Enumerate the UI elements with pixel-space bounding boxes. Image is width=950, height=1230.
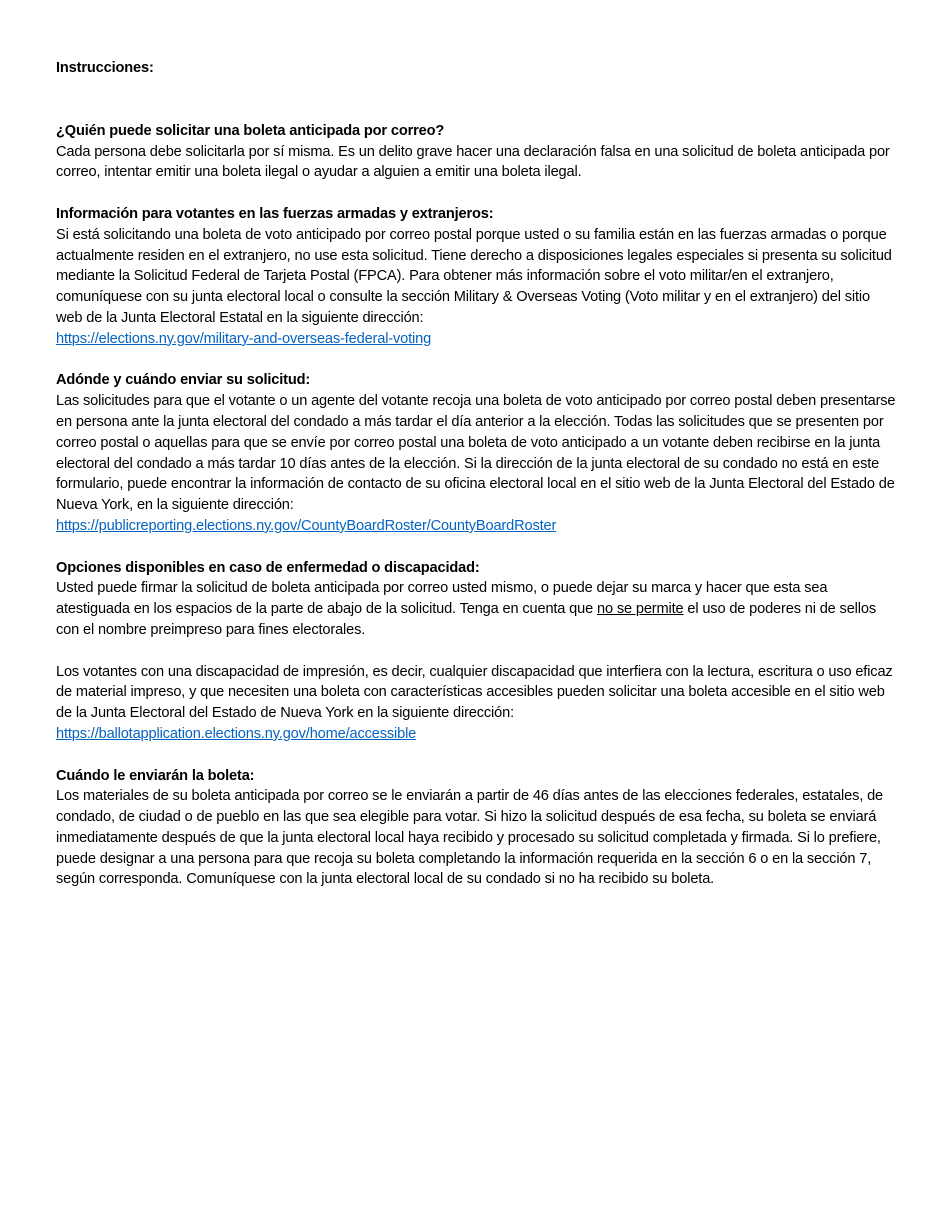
section-heading: Opciones disponibles en caso de enfermedad o discapacidad: xyxy=(56,559,480,576)
section-when-ballot-sent xyxy=(56,766,898,891)
section-military-overseas xyxy=(56,204,898,350)
accessible-ballot-link[interactable]: https://ballotapplication.elections.ny.gov/home/accessible xyxy=(56,725,417,742)
section-print-disability xyxy=(56,662,898,745)
section-body: Los materiales de su boleta anticipada por correo se le enviarán a partir de 46 días antes de las elecciones federales, estatales, de condado, de ciudad o de pueblo en las que sea elegible para votar. Si hizo la solicitud después de esa fecha, su boleta se enviará inmediatamente después de que la junta electoral local haya recibido y procesado su solicitud completada y firmada. Si lo prefiere, puede designar a una persona para que recoja su boleta completando la información requerida en la sección 6 o en la sección 7, según corresponda. Comuníquese con la junta electoral local de su condado si no ha recibido su boleta. xyxy=(56,788,884,888)
county-board-roster-link[interactable]: https://publicreporting.elections.ny.gov/CountyBoardRoster/CountyBoardRoster xyxy=(56,517,557,534)
section-who-can-apply xyxy=(56,121,898,183)
body-text-before: Usted puede firmar la solicitud de boleta anticipada por correo usted mismo, o puede dejar su marca y hacer que esta sea atestiguada en los espacios de la parte de abajo de la solicitud. Tenga en cuenta que xyxy=(56,580,828,618)
section-heading: Adónde y cuándo enviar su solicitud: xyxy=(56,372,311,389)
section-body: Cada persona debe solicitarla por sí misma. Es un delito grave hacer una declaración falsa en una solicitud de boleta anticipada por correo, intentar emitir una boleta ilegal o ayudar a alguien a emitir una boleta ilegal. xyxy=(56,143,890,181)
section-body: Las solicitudes para que el votante o un agente del votante recoja una boleta de voto anticipado por correo postal deben presentarse en persona ante la junta electoral del condado a más tardar el día anterior a la elección. Todas las solicitudes que se presenten por correo postal o aquellas para que se envíe por correo postal una boleta de voto anticipado a un votante deben recibirse en la junta electoral del condado a más tardar 10 días antes de la elección. Si la dirección de la junta electoral de su condado no está en este formulario, puede encontrar la información de contacto de su oficina electoral local en el sitio web de la Junta Electoral del Estado de Nueva York, en la siguiente dirección: xyxy=(56,393,896,514)
instructions-page xyxy=(56,58,898,911)
section-body xyxy=(56,578,898,640)
section-body: Si está solicitando una boleta de voto anticipado por correo postal porque usted o su familia están en las fuerzas armadas o porque actualmente residen en el extranjero, no use esta solicitud. Tiene derecho a disposiciones legales especiales si presenta su solicitud mediante la Solicitud Federal de Tarjeta Postal (FPCA). Para obtener más información sobre el voto militar/en el extranjero, comuníquese con su junta electoral local o consulte la sección Military & Overseas Voting (Voto militar y en el extranjero) del sitio web de la Junta Electoral Estatal en la siguiente dirección: xyxy=(56,226,892,326)
page-title: Instrucciones: xyxy=(56,60,154,76)
section-heading: ¿Quién puede solicitar una boleta anticipada por correo? xyxy=(56,122,445,139)
not-permitted-underlined: no se permite xyxy=(597,601,684,618)
section-body: Los votantes con una discapacidad de impresión, es decir, cualquier discapacidad que interfiera con la lectura, escritura o uso eficaz de material impreso, y que necesiten una boleta con características accesibles pueden solicitar una boleta accesible en el sitio web de la Junta Electoral del Estado de Nueva York en la siguiente dirección: xyxy=(56,663,893,722)
section-heading: Información para votantes en las fuerzas armadas y extranjeros: xyxy=(56,205,494,222)
section-where-when-send xyxy=(56,370,898,536)
section-heading: Cuándo le enviarán la boleta: xyxy=(56,767,255,784)
section-illness-disability xyxy=(56,558,898,641)
military-voting-link[interactable]: https://elections.ny.gov/military-and-overseas-federal-voting xyxy=(56,330,432,347)
body-text-after: el uso de poderes ni de sellos con el nombre preimpreso para fines electorales. xyxy=(56,601,876,638)
